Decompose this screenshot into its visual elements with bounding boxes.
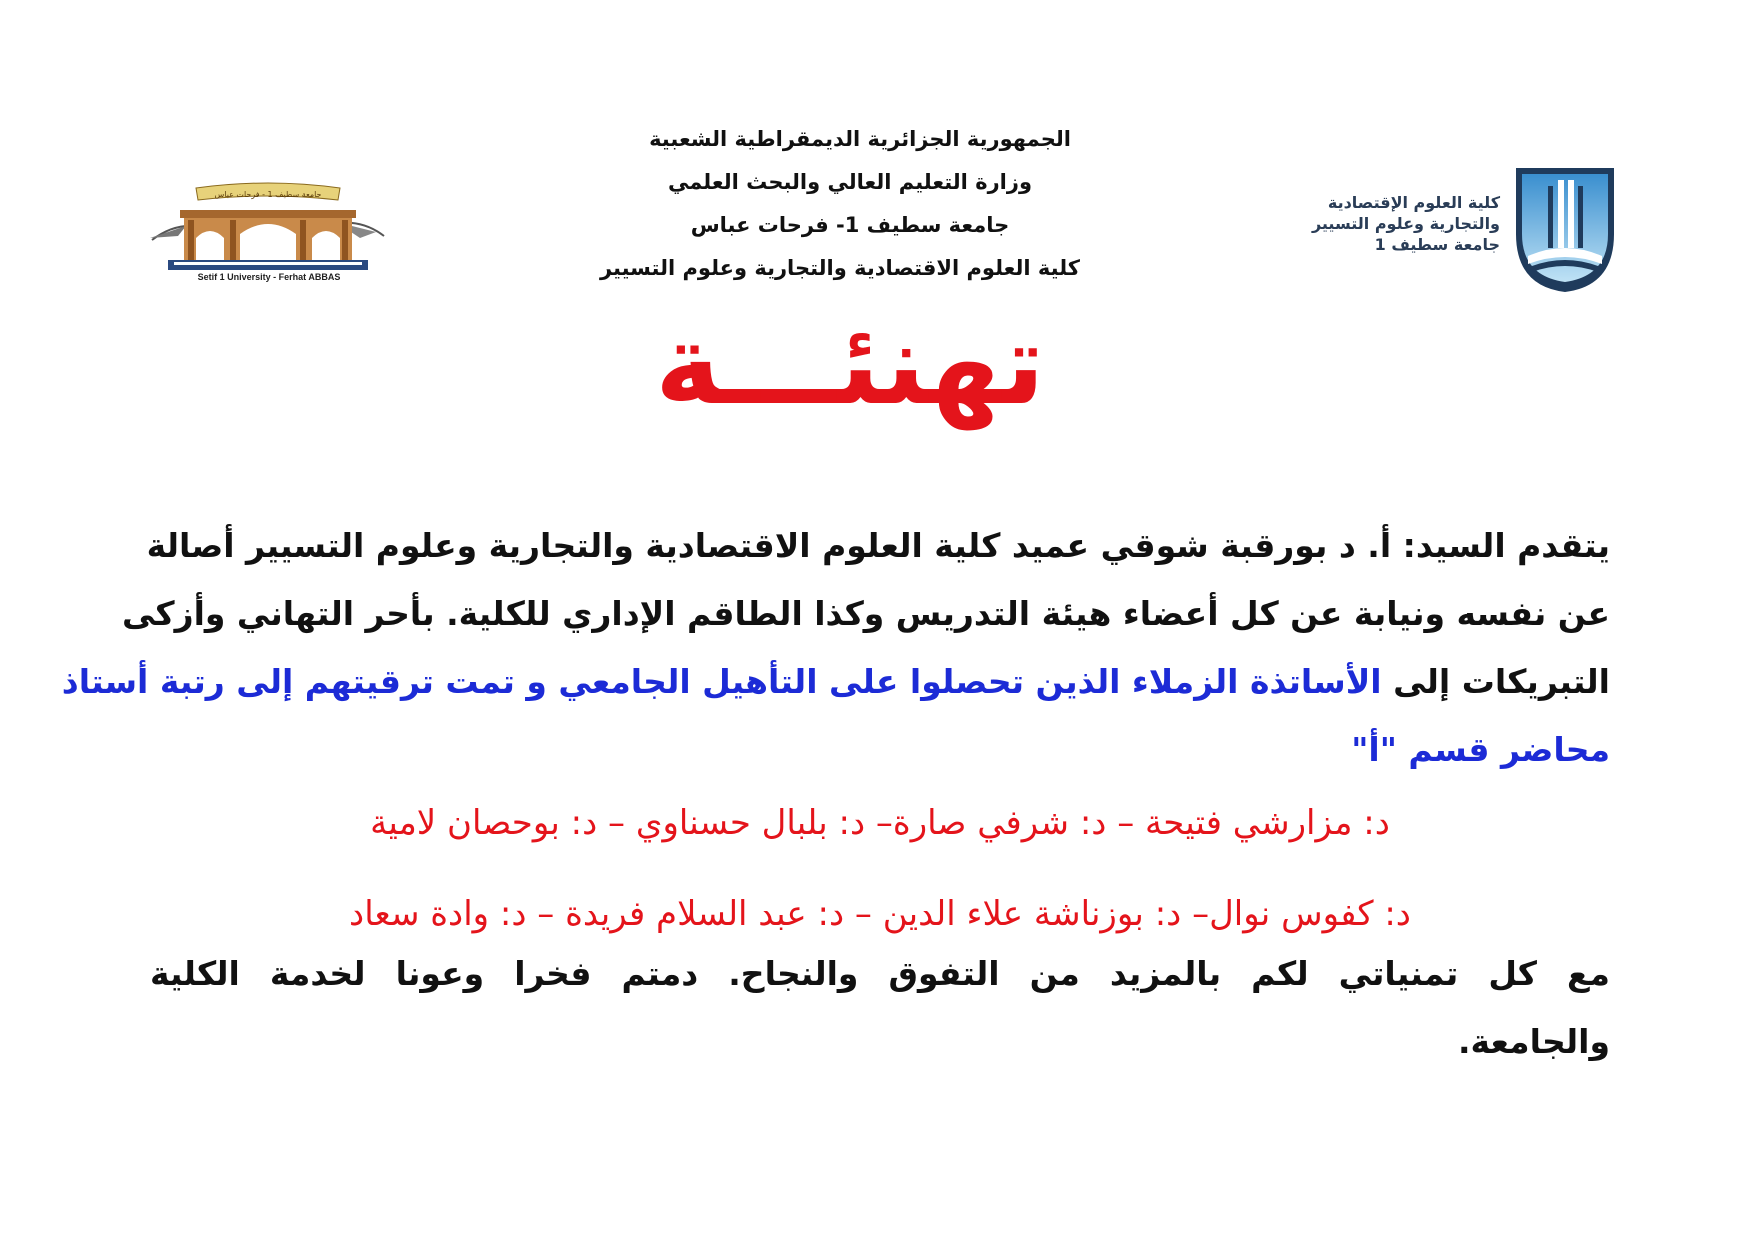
header-university: جامعة سطيف 1- فرحات عباس [690, 213, 1010, 237]
body-line-3-black: التبريكات إلى [1381, 662, 1610, 701]
body-line-3-highlight: الأساتذة الزملاء الذين تحصلوا على التأهيل الجامعي و تمت ترقيتهم إلى رتبة أستاذ [61, 662, 1382, 701]
header-republic: الجمهورية الجزائرية الديمقراطية الشعبية [649, 127, 1071, 151]
page-title: تهنئـــة [654, 300, 1046, 430]
names-line-2: د: كفوس نوال– د: بوزناشة علاء الدين – د: عبد السلام فريدة – د: وادة سعاد [349, 894, 1411, 934]
letterhead [560, 118, 1120, 290]
header-faculty: كلية العلوم الاقتصادية والتجارية وعلوم التسيير [599, 256, 1081, 280]
closing-line-1: مع كل تمنياتي لكم بالمزيد من التفوق والنجاح. دمتم فخرا وعونا لخدمة الكلية [150, 954, 1610, 993]
faculty-logo-line2: والتجارية وعلوم التسيير [1311, 214, 1500, 233]
honoree-names [150, 778, 1610, 960]
body-line-4-highlight: محاضر قسم "أ" [1351, 730, 1610, 769]
congratulation-paragraph [61, 512, 1610, 784]
monument-arch-icon [148, 180, 388, 275]
faculty-logo [1310, 164, 1630, 294]
faculty-logo-line3: جامعة سطيف 1 [1374, 235, 1500, 254]
faculty-logo-line1: كلية العلوم الإقتصادية [1327, 193, 1500, 212]
names-line-1: د: مزارشي فتيحة – د: شرفي صارة– د: بلبال حسناوي – د: بوحصان لامية [370, 803, 1390, 843]
closing-line-2: والجامعة. [1458, 1022, 1610, 1061]
closing-paragraph [150, 940, 1610, 1076]
body-line-3 [61, 648, 1610, 716]
university-logo [148, 180, 388, 290]
header-ministry: وزارة التعليم العالي والبحث العلمي [667, 170, 1033, 194]
faculty-emblem-icon [1510, 164, 1620, 294]
body-line-1: يتقدم السيد: أ. د بورقبة شوقي عميد كلية العلوم الاقتصادية والتجارية وعلوم التسيير أصالة [146, 526, 1610, 565]
body-line-2: عن نفسه ونيابة عن كل أعضاء هيئة التدريس وكذا الطاقم الإداري للكلية. بأحر التهاني وأزكى [122, 594, 1610, 633]
faculty-logo-text [1310, 192, 1500, 255]
university-caption: Setif 1 University - Ferhat ABBAS [197, 272, 341, 282]
university-arabic-banner: جامعة سطيف 1 - فرحات عباس [214, 190, 322, 199]
